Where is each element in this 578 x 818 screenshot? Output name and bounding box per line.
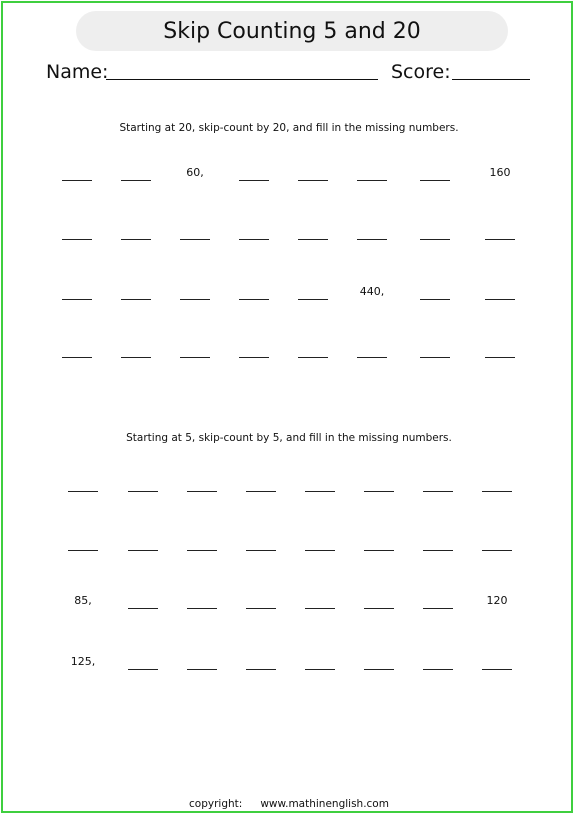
- answer-blank[interactable]: [246, 655, 276, 670]
- answer-blank[interactable]: [423, 594, 453, 609]
- answer-blank[interactable]: [357, 225, 387, 240]
- answer-blank[interactable]: [62, 225, 92, 240]
- answer-blank[interactable]: [62, 166, 92, 181]
- answer-blank[interactable]: [482, 655, 512, 670]
- answer-blank[interactable]: [298, 166, 328, 181]
- answer-blank[interactable]: [121, 166, 151, 181]
- score-label: Score:: [391, 61, 451, 83]
- answer-blank[interactable]: [239, 225, 269, 240]
- answer-blank[interactable]: [180, 285, 210, 300]
- answer-blank[interactable]: [180, 343, 210, 358]
- answer-blank[interactable]: [485, 285, 515, 300]
- given-number: 60,: [186, 166, 204, 179]
- website-link[interactable]: www.mathinenglish.com: [260, 798, 389, 810]
- answer-blank[interactable]: [482, 477, 512, 492]
- answer-blank[interactable]: [298, 285, 328, 300]
- answer-blank[interactable]: [364, 655, 394, 670]
- answer-blank[interactable]: [187, 536, 217, 551]
- answer-blank[interactable]: [485, 225, 515, 240]
- score-blank[interactable]: [452, 79, 530, 80]
- answer-blank[interactable]: [62, 285, 92, 300]
- given-number: 125,: [70, 655, 96, 668]
- name-blank[interactable]: [106, 79, 378, 80]
- answer-blank[interactable]: [364, 536, 394, 551]
- given-number: 440,: [359, 285, 385, 298]
- answer-blank[interactable]: [121, 285, 151, 300]
- answer-blank[interactable]: [482, 536, 512, 551]
- answer-blank[interactable]: [246, 536, 276, 551]
- copyright-label: copyright:: [189, 798, 243, 810]
- answer-blank[interactable]: [187, 594, 217, 609]
- answer-blank[interactable]: [298, 343, 328, 358]
- answer-blank[interactable]: [485, 343, 515, 358]
- answer-blank[interactable]: [298, 225, 328, 240]
- answer-blank[interactable]: [364, 477, 394, 492]
- footer: [0, 798, 578, 810]
- page-title: Skip Counting 5 and 20: [163, 18, 421, 44]
- answer-blank[interactable]: [246, 594, 276, 609]
- answer-blank[interactable]: [187, 655, 217, 670]
- answer-blank[interactable]: [68, 536, 98, 551]
- answer-blank[interactable]: [239, 343, 269, 358]
- answer-blank[interactable]: [121, 343, 151, 358]
- given-number: 160: [489, 166, 511, 179]
- section2-instruction: Starting at 5, skip-count by 5, and fill in the missing numbers.: [126, 432, 452, 444]
- answer-blank[interactable]: [305, 655, 335, 670]
- answer-blank[interactable]: [420, 285, 450, 300]
- answer-blank[interactable]: [68, 477, 98, 492]
- answer-blank[interactable]: [357, 343, 387, 358]
- answer-blank[interactable]: [423, 477, 453, 492]
- section1-instruction: Starting at 20, skip-count by 20, and fill in the missing numbers.: [119, 122, 459, 134]
- answer-blank[interactable]: [128, 477, 158, 492]
- given-number: 85,: [74, 594, 92, 607]
- answer-blank[interactable]: [423, 536, 453, 551]
- answer-blank[interactable]: [423, 655, 453, 670]
- title-banner: [76, 11, 508, 51]
- answer-blank[interactable]: [364, 594, 394, 609]
- answer-blank[interactable]: [246, 477, 276, 492]
- name-label: Name:: [46, 61, 109, 83]
- answer-blank[interactable]: [180, 225, 210, 240]
- answer-blank[interactable]: [305, 536, 335, 551]
- answer-blank[interactable]: [187, 477, 217, 492]
- answer-blank[interactable]: [357, 166, 387, 181]
- answer-blank[interactable]: [305, 594, 335, 609]
- given-number: 120: [486, 594, 508, 607]
- answer-blank[interactable]: [305, 477, 335, 492]
- answer-blank[interactable]: [239, 285, 269, 300]
- answer-blank[interactable]: [62, 343, 92, 358]
- name-score-row: [46, 61, 536, 83]
- answer-blank[interactable]: [420, 343, 450, 358]
- answer-blank[interactable]: [420, 166, 450, 181]
- answer-blank[interactable]: [121, 225, 151, 240]
- answer-blank[interactable]: [128, 594, 158, 609]
- answer-blank[interactable]: [420, 225, 450, 240]
- answer-blank[interactable]: [239, 166, 269, 181]
- answer-blank[interactable]: [128, 536, 158, 551]
- answer-blank[interactable]: [128, 655, 158, 670]
